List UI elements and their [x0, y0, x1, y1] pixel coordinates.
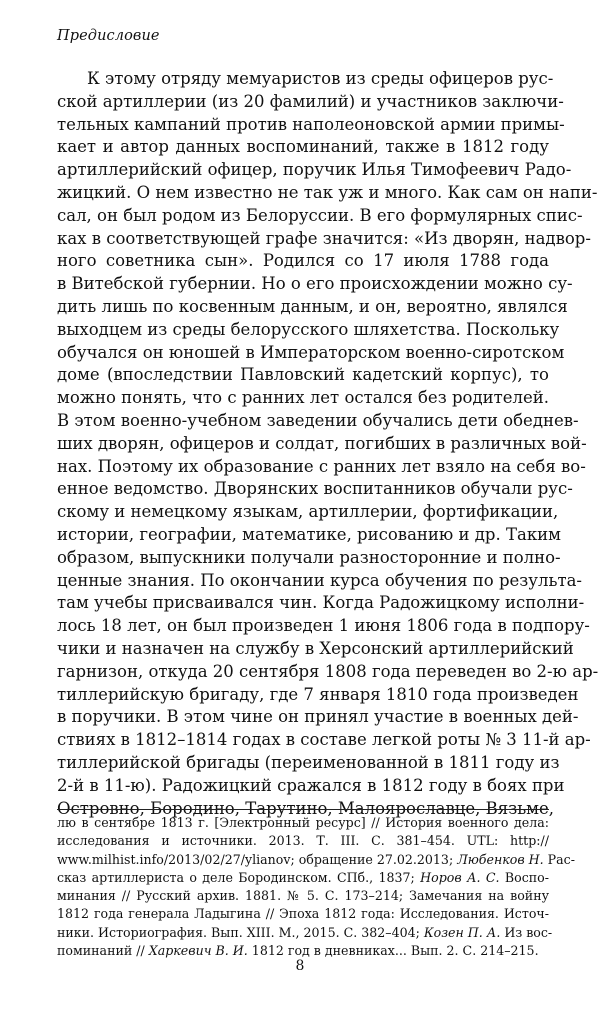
footnote-author: Харкевич В. И. — [148, 943, 248, 959]
body-line: ствиях в 1812–1814 годах в составе легкой роты № 3 11-й ар- — [57, 730, 591, 750]
body-line: Островно, Бородино, Тарутино, Малоярославце, Вязьме, — [57, 798, 555, 818]
footnote-line — [57, 814, 549, 832]
footnote-text: 1812 года генерала Ладыгина // Эпоха 1812 года: Исследования. Источ- — [57, 906, 549, 922]
body-line: К этому отряду мемуаристов из среды офицеров рус- — [87, 69, 554, 88]
body-line: 2-й в 11-ю). Радожицкий сражался в 1812 году в боях при — [57, 775, 565, 795]
footnote-author: Любенков Н. — [457, 851, 544, 867]
body-line: ценные знания. По окончании курса обучения по результа- — [57, 570, 582, 590]
body-line: В этом военно-учебном заведении обучались дети обеднев- — [57, 410, 579, 430]
footnote-text: лю в сентябре 1813 г. [Электронный ресурс] // История военного дела: — [57, 815, 549, 830]
footnote-text: www.milhist.info/2013/02/27/ylianov; обращение 27.02.2013; — [57, 851, 458, 867]
body-line: там учебы присваивался чин. Когда Радожицкому исполни- — [57, 593, 585, 613]
body-line: можно понять, что с ранних лет остался без родителей. — [57, 388, 549, 408]
footnote-text: сказ артиллериста о деле Бородинском. СПб., 1837; — [57, 869, 421, 885]
footnote-line — [57, 832, 549, 850]
footnote-text: исследования и источники. 2013. Т. III. С. 381–454. UTL: http:// — [57, 833, 549, 849]
body-line: ках в соответствующей графе значится: «Из дворян, надвор- — [57, 228, 591, 248]
footnote-author: Норов А. С. — [420, 869, 500, 885]
footnote-text: Из вос- — [500, 924, 553, 940]
body-line: артиллерийский офицер, поручик Илья Тимофеевич Радо- — [57, 160, 572, 180]
footnote-line — [57, 851, 575, 869]
body-line: лось 18 лет, он был произведен 1 июня 1806 года в подпору- — [57, 616, 590, 636]
body-line: тиллерийскую бригаду, где 7 января 1810 года произведен — [57, 684, 579, 704]
footnote-line — [57, 905, 549, 923]
body-line: кает и автор данных воспоминаний, также в 1812 году — [57, 137, 549, 157]
running-title: Предисловие — [57, 28, 160, 44]
footnote-text: Воспо- — [499, 869, 550, 885]
body-line: ного советника сын». Родился со 17 июля 1788 года — [57, 251, 549, 271]
body-line: в Витебской губернии. Но о его происхождении можно су- — [57, 274, 573, 294]
footnote-line — [57, 869, 549, 887]
body-text — [57, 68, 599, 820]
footnote-text: поминаний // — [57, 943, 149, 959]
page-number: 8 — [295, 958, 305, 974]
footnote-author: Козен П. А. — [423, 924, 501, 940]
footnote-line — [57, 924, 553, 942]
body-line: нах. Поэтому их образование с ранних лет взяло на себя во- — [57, 456, 586, 476]
body-line: енное ведомство. Дворянских воспитанников обучали рус- — [57, 479, 573, 499]
body-line: гарнизон, откуда 20 сентября 1808 года переведен во 2-ю ар- — [57, 661, 599, 681]
body-line: тельных кампаний против наполеоновской армии примы- — [57, 114, 565, 134]
body-line: жицкий. О нем известно не так уж и много. Как сам он напи- — [57, 182, 598, 202]
body-line: дить лишь по косвенным данным, и он, вероятно, являлся — [57, 296, 568, 316]
footnote-line — [57, 887, 549, 905]
body-line: в поручики. В этом чине он принял участие в военных дей- — [57, 707, 579, 727]
footnote-divider — [57, 809, 549, 810]
body-line: тиллерийской бригады (переименованной в 1811 году из — [57, 752, 560, 772]
body-line: сал, он был родом из Белоруссии. В его формулярных спис- — [57, 205, 583, 225]
body-line: ской артиллерии (из 20 фамилий) и участников заключи- — [57, 91, 564, 111]
body-line: ших дворян, офицеров и солдат, погибших в различных вой- — [57, 433, 587, 453]
footnote-text: минания // Русский архив. 1881. № 5. С. 173–214; Замечания на войну — [57, 888, 549, 904]
body-line: чики и назначен на службу в Херсонский артиллерийский — [57, 638, 574, 658]
body-line: выходцем из среды белорусского шляхетства. Поскольку — [57, 319, 560, 339]
body-line: скому и немецкому языкам, артиллерии, фортификации, — [57, 502, 559, 522]
footnote — [57, 814, 575, 960]
body-line: истории, географии, математике, рисованию и др. Таким — [57, 524, 561, 544]
body-line: доме (впоследствии Павловский кадетский корпус), то — [57, 365, 549, 385]
footnote-text: 1812 год в дневниках... Вып. 2. С. 214–215. — [247, 943, 539, 959]
footnote-text: ники. Историография. Вып. XIII. М., 2015. С. 382–404; — [57, 924, 424, 940]
footnote-text: Рас- — [543, 851, 575, 867]
body-line: обучался он юношей в Императорском военно-сиротском — [57, 342, 565, 362]
body-line: образом, выпускники получали разносторонние и полно- — [57, 547, 561, 567]
